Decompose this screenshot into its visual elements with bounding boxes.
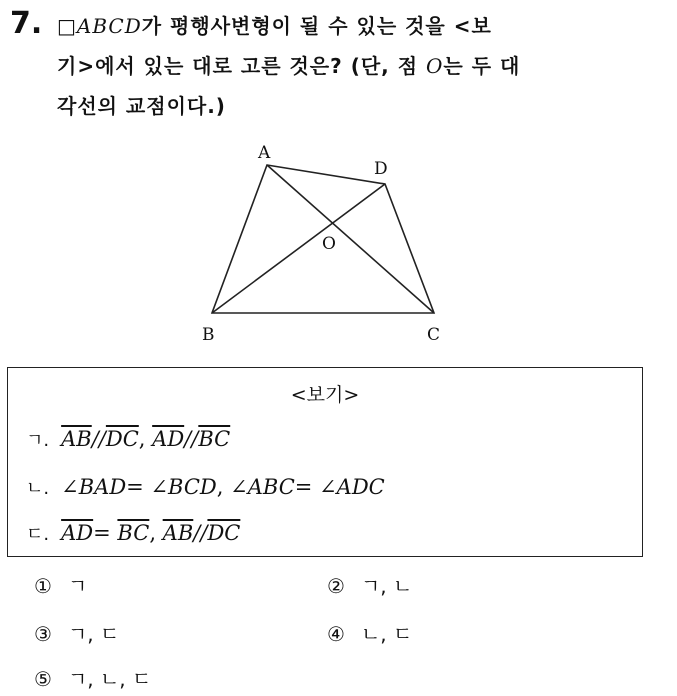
equals-symbol: =: [126, 475, 151, 499]
label-o: O: [322, 234, 336, 254]
square-symbol: □: [57, 14, 77, 38]
choice-text: ㄴ, ㄷ: [360, 622, 413, 646]
angle-adc: ∠ADC: [319, 475, 385, 499]
parallel-symbol: //: [184, 427, 199, 451]
bogi-item-1: [26, 426, 230, 452]
label-b: B: [202, 325, 215, 345]
choice-number: ①: [34, 574, 52, 598]
question-line-2-pre: 기>에서 있는 대로 고른 것은? (단, 점: [57, 54, 426, 78]
separator: ,: [216, 475, 231, 499]
question-line-3: 각선의 교점이다.): [57, 94, 226, 118]
segment-dc: $\overline{DC}$: [207, 521, 241, 545]
choice-number: ⑤: [34, 667, 52, 691]
choice-5[interactable]: [34, 663, 151, 692]
choice-number: ②: [327, 574, 345, 598]
choice-number: ④: [327, 622, 345, 646]
bogi-box: [7, 367, 643, 557]
separator: ,: [149, 521, 163, 545]
bogi-title: <보기>: [290, 384, 360, 406]
equals-symbol: =: [294, 475, 320, 499]
bogi-mark-2: ㄴ.: [26, 478, 50, 499]
segment-bc: $\overline{BC}$: [117, 521, 150, 545]
diagonal-bd: [212, 184, 385, 313]
label-a: A: [258, 143, 271, 163]
choice-text: ㄱ, ㄴ: [360, 574, 413, 598]
segment-ad: $\overline{AD}$: [61, 521, 94, 545]
diagonal-ac: [267, 165, 434, 313]
parallel-symbol: //: [193, 521, 208, 545]
bogi-mark-3: ㄷ.: [26, 524, 50, 545]
choice-2[interactable]: [327, 570, 412, 599]
shape-name: ABCD: [76, 14, 142, 38]
segment-ad: $\overline{AD}$: [152, 427, 185, 451]
segment-dc: $\overline{DC}$: [105, 427, 139, 451]
choice-4[interactable]: [327, 618, 412, 647]
segment-ab: $\overline{AB}$: [61, 427, 92, 451]
segment-bc: $\overline{BC}$: [198, 427, 231, 451]
bogi-item-2: [26, 474, 385, 500]
question-line-2-post: 는 두 대: [443, 54, 521, 78]
choice-text: ㄱ, ㄷ: [67, 622, 120, 646]
choice-3[interactable]: [34, 618, 119, 647]
bogi-item-3: [26, 520, 240, 546]
angle-bcd: ∠BCD: [150, 475, 217, 499]
question-number: 7.: [10, 6, 43, 41]
angle-bad: ∠BAD: [61, 475, 127, 499]
bogi-mark-1: ㄱ.: [26, 430, 50, 451]
equals-symbol: =: [93, 521, 118, 545]
choice-1[interactable]: [34, 570, 87, 599]
angle-abc: ∠ABC: [230, 475, 295, 499]
question-line-1-text: 가 평행사변형이 될 수 있는 것을 <보: [141, 14, 492, 38]
parallel-symbol: //: [91, 427, 106, 451]
choice-text: ㄱ, ㄴ, ㄷ: [67, 667, 152, 691]
point-name: O: [426, 54, 444, 78]
segment-ab: $\overline{AB}$: [162, 521, 194, 545]
choice-number: ③: [34, 622, 52, 646]
separator: ,: [138, 427, 153, 451]
choice-text: ㄱ: [67, 574, 88, 598]
label-c: C: [427, 325, 441, 345]
label-d: D: [374, 159, 388, 179]
